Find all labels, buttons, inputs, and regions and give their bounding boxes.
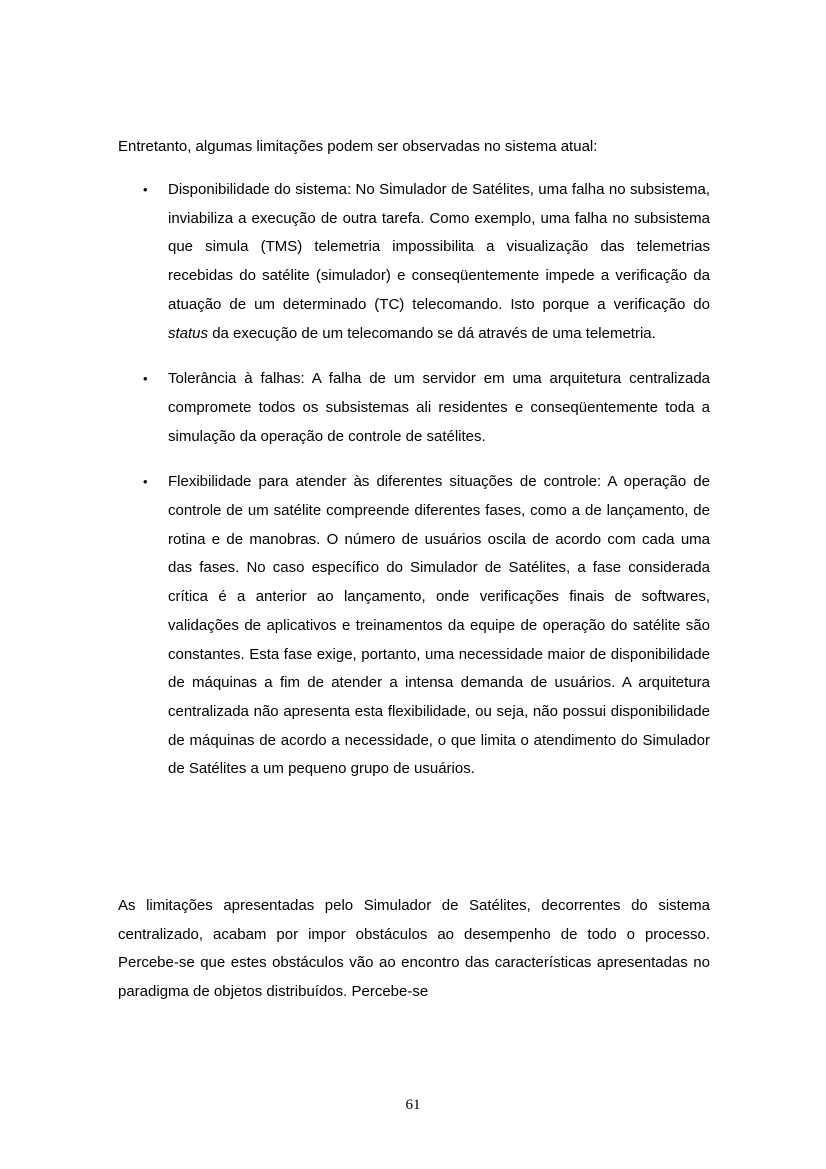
bullet-text-italic: status [168,324,209,342]
bullet-icon: • [143,474,148,490]
bullet-icon: • [143,182,148,197]
bullet-text: Flexibilidade para atender às diferentes situações de controle: A operação de controle de um satélite compreende diferentes fases, como a de lançamento, de rotina e de manobras. O número de usuários oscila de acordo com cada uma das fases. No caso específico do Simulador de Satélites, a fase considerada crítica é a anterior ao lançamento, onde verificações finais de softwares, validações de aplicativos e treinamentos da equipe de operação do satélite são constantes. Esta fase exige, portanto, uma necessidade maior de disponibilidade de máquinas a fim de atender a intensa demanda de usuários. A arquitetura centralizada não apresenta esta flexibilidade, ou seja, não possui disponibilidade de máquinas de acordo a necessidade, o que limita o atendimento do Simulador de Satélites a um pequeno grupo de usuários. [168,473,710,778]
bullet-text: Tolerância à falhas: A falha de um servidor em uma arquitetura centralizada compromete todos os subsistemas ali residentes e conseqüentemente toda a simulação da operação de controle de satélites. [168,370,710,445]
bullet-text-start: Disponibilidade do sistema: No Simulador de Satélites, uma falha no subsistema, inviabiliza a execução de outra tarefa. Como exemplo, uma falha no subsistema que simula (TMS) telemetria impossibilita a visualização das telemetrias recebidas do satélite (simulador) e conseqüentemente impede a verificação da atuação de um determinado (TC) telecomando. Isto porque a verificação do [168,181,710,313]
intro-paragraph: Entretanto, algumas limitações podem ser observadas no sistema atual: [118,138,598,155]
list-item-availability [118,176,710,348]
bullet-text-end: da execução de um telecomando se dá através de uma telemetria. [208,324,656,342]
limitations-list [118,176,710,784]
list-item-flexibility [118,468,710,784]
closing-paragraph: As limitações apresentadas pelo Simulador de Satélites, decorrentes do sistema centralizado, acabam por impor obstáculos ao desempenho de todo o processo. Percebe-se que estes obstáculos vão ao encontro das características apresentadas no paradigma de objetos distribuídos. Percebe-se [118,897,710,1001]
page-number: 61 [405,1097,421,1113]
bullet-icon: • [143,371,148,387]
list-item-fault-tolerance [118,365,710,451]
